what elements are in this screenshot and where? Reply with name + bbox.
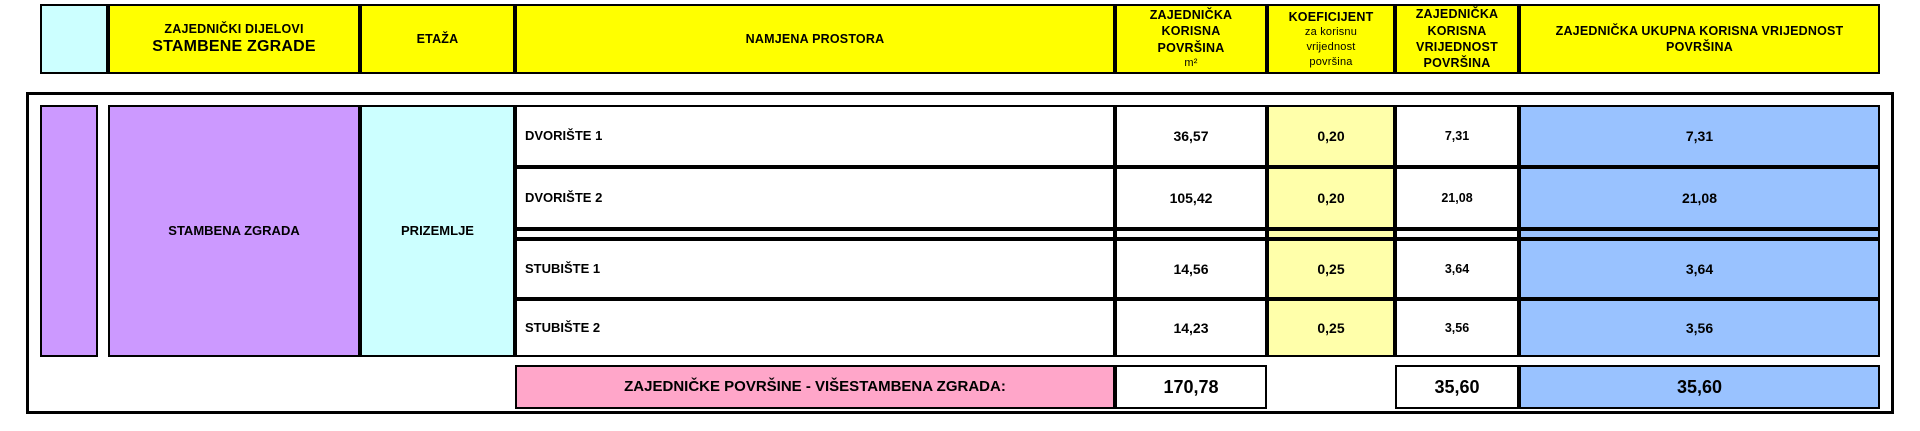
table-row	[515, 105, 1115, 167]
total-cell	[1519, 105, 1880, 167]
totals-area-value: 170,78	[1163, 376, 1219, 397]
header-area-unit: m²	[1184, 57, 1198, 70]
total-cell	[1519, 167, 1880, 229]
total-amount: 21,08	[1681, 189, 1718, 206]
totals-label-cell	[515, 365, 1115, 409]
value-cell	[1395, 299, 1519, 357]
header-purpose-label: NAMJENA PROSTORA	[745, 31, 885, 46]
floor-label: PRIZEMLJE	[401, 222, 474, 238]
area-cell	[1115, 105, 1267, 167]
total-cell	[1519, 239, 1880, 299]
header-total-line2: POVRŠINA	[1666, 40, 1733, 54]
area-value: 14,23	[1173, 319, 1209, 336]
totals-total-cell	[1519, 365, 1880, 409]
header-coefficient-line4: površina	[1309, 55, 1353, 68]
table-row	[515, 299, 1115, 357]
purpose-label: DVORIŠTE 2	[525, 189, 603, 205]
header-total-line1: ZAJEDNIČKA UKUPNA KORISNA VRIJEDNOST	[1555, 23, 1844, 38]
area-value: 36,57	[1173, 127, 1209, 144]
area-value: 105,42	[1169, 189, 1213, 206]
purpose-label: STUBIŠTE 2	[525, 319, 601, 335]
coefficient-cell	[1267, 105, 1395, 167]
header-coefficient-line3: vrijednost	[1306, 40, 1356, 53]
header-coefficient-cell	[1267, 4, 1395, 74]
header-corner-cell	[40, 4, 108, 74]
area-cell	[1115, 299, 1267, 357]
coefficient-value: 0,25	[1317, 260, 1345, 277]
area-cell	[1115, 239, 1267, 299]
building-name-label: STAMBENA ZGRADA	[168, 222, 300, 238]
header-area-line2: KORISNA	[1161, 24, 1221, 39]
header-value-line2: KORISNA	[1427, 23, 1487, 38]
purpose-label: DVORIŠTE 1	[525, 127, 603, 143]
spacer-row-coefficient	[1267, 229, 1395, 239]
table-row	[515, 239, 1115, 299]
coefficient-cell	[1267, 167, 1395, 229]
header-building-line1: ZAJEDNIČKI DIJELOVI	[164, 21, 304, 36]
coefficient-value: 0,20	[1317, 127, 1345, 144]
value-cell	[1395, 239, 1519, 299]
header-purpose-cell	[515, 4, 1115, 74]
value-amount: 21,08	[1441, 190, 1473, 205]
header-coefficient-line1: KOEFICIJENT	[1288, 9, 1374, 24]
spacer-row-value	[1395, 229, 1519, 239]
value-cell	[1395, 105, 1519, 167]
value-amount: 3,56	[1444, 320, 1470, 335]
coefficient-cell	[1267, 299, 1395, 357]
area-cell	[1115, 167, 1267, 229]
totals-value-cell	[1395, 365, 1519, 409]
area-value: 14,56	[1173, 260, 1209, 277]
value-amount: 7,31	[1444, 128, 1470, 143]
value-amount: 3,64	[1444, 261, 1470, 276]
coefficient-value: 0,25	[1317, 319, 1345, 336]
header-area-cell	[1115, 4, 1267, 74]
totals-area-cell	[1115, 365, 1267, 409]
header-area-line3: POVRŠINA	[1157, 40, 1225, 55]
purpose-label: STUBIŠTE 1	[525, 260, 601, 276]
total-amount: 3,56	[1685, 319, 1714, 336]
header-value-line3: VRIJEDNOST	[1416, 40, 1498, 54]
floor-cell	[360, 105, 515, 357]
spacer-row-area	[1115, 229, 1267, 239]
spacer-row-total	[1519, 229, 1880, 239]
coefficient-cell	[1267, 239, 1395, 299]
building-name-cell	[108, 105, 360, 357]
header-floor-label: ETAŽA	[416, 31, 459, 46]
header-value-cell	[1395, 4, 1519, 74]
header-total-cell	[1519, 4, 1880, 74]
totals-value-amount: 35,60	[1434, 376, 1480, 397]
totals-label: ZAJEDNIČKE POVRŠINE - VIŠESTAMBENA ZGRADA:	[624, 378, 1006, 396]
value-cell	[1395, 167, 1519, 229]
header-coefficient-line2: za korisnu	[1304, 26, 1358, 39]
header-floor-cell	[360, 4, 515, 74]
total-amount: 7,31	[1685, 127, 1714, 144]
header-building-line2: STAMBENE ZGRADE	[152, 37, 316, 55]
header-value-line4: POVRŠINA	[1423, 56, 1491, 71]
header-building-cell	[108, 4, 360, 74]
total-amount: 3,64	[1685, 260, 1714, 277]
header-area-line1: ZAJEDNIČKA	[1149, 8, 1233, 23]
table-row	[515, 167, 1115, 229]
total-cell	[1519, 299, 1880, 357]
row-marker-cell	[40, 105, 98, 357]
spacer-row-purpose	[515, 229, 1115, 239]
coefficient-value: 0,20	[1317, 189, 1345, 206]
totals-total-amount: 35,60	[1676, 376, 1723, 397]
header-value-line1: ZAJEDNIČKA	[1415, 7, 1499, 22]
